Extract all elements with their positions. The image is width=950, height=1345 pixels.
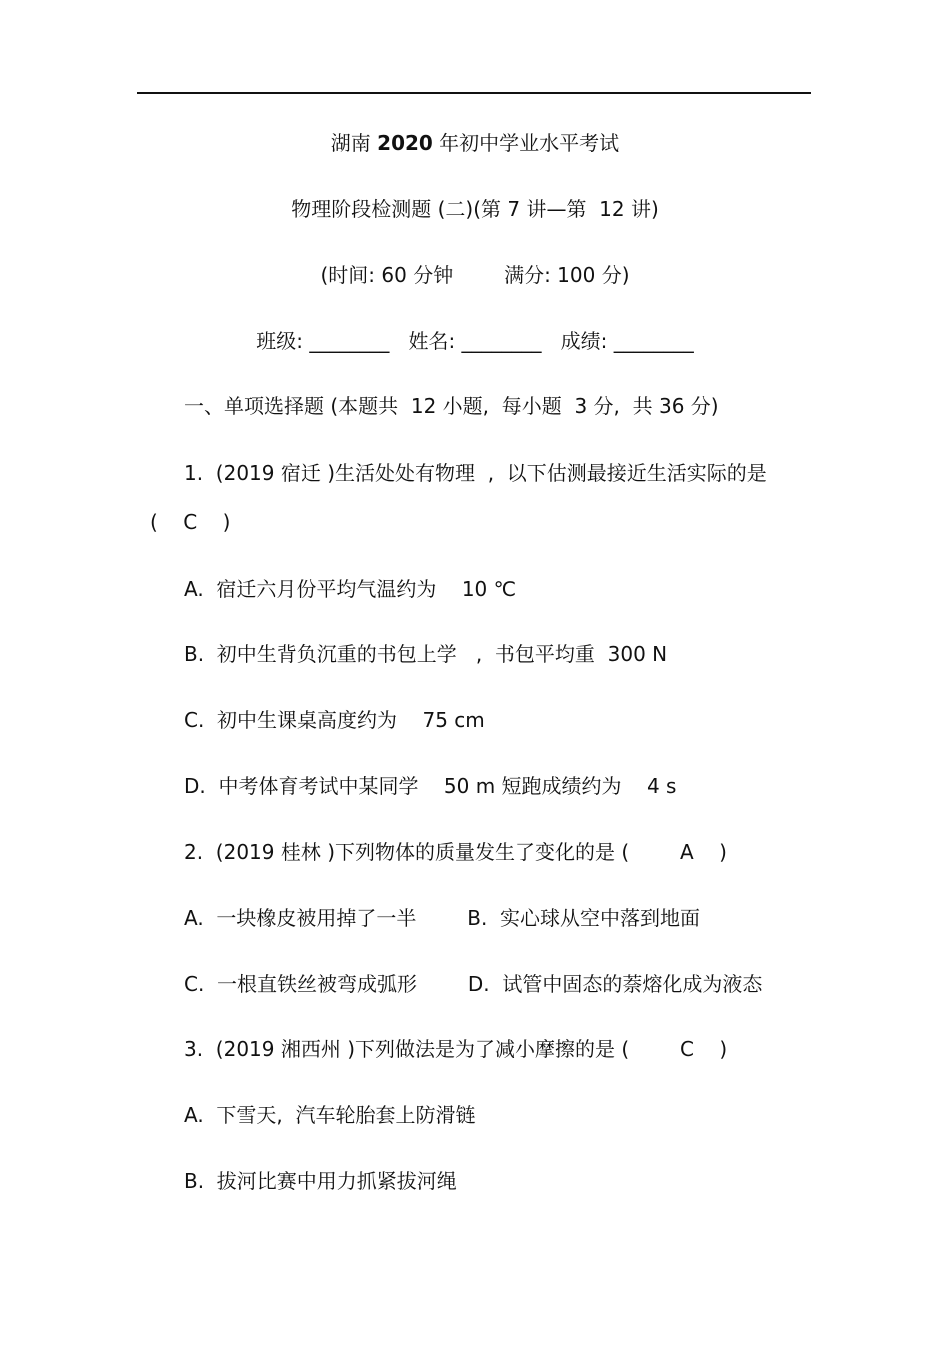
question-1-option-c: C. 初中生课桌高度约为 75 cm (184, 708, 485, 732)
question-2-stem: 2. (2019 桂林 )下列物体的质量发生了变化的是 ( A ) (184, 840, 727, 864)
question-2-options-cd: C. 一根直铁丝被弯成弧形 D. 试管中固态的萘熔化成为液态 (184, 972, 763, 996)
question-1-option-b: B. 初中生背负沉重的书包上学 , 书包平均重 300 N (184, 642, 668, 666)
page-title (0, 130, 950, 156)
title-year: 2020 (377, 131, 433, 155)
title-prefix: 湖南 (330, 131, 378, 155)
question-1-answer: ( C ) (150, 510, 231, 534)
question-3-stem: 3. (2019 湘西州 )下列做法是为了减小摩擦的是 ( C ) (184, 1037, 728, 1061)
question-1-option-d: D. 中考体育考试中某同学 50 m 短跑成绩约为 4 s (184, 774, 677, 798)
question-3-option-b: B. 拔河比赛中用力抓紧拔河绳 (184, 1169, 457, 1193)
question-3-option-a: A. 下雪天, 汽车轮胎套上防滑链 (184, 1103, 476, 1127)
question-1-stem: 1. (2019 宿迁 )生活处处有物理 , 以下估测最接近生活实际的是 (184, 461, 767, 485)
top-rule (137, 92, 811, 94)
section-heading: 一、单项选择题 (本题共 12 小题, 每小题 3 分, 共 36 分) (184, 394, 719, 418)
time-info: (时间: 60 分钟 满分: 100 分) (320, 263, 630, 287)
student-fields: 班级: ________ 姓名: ________ 成绩: ________ (256, 329, 694, 353)
question-1-option-a: A. 宿迁六月份平均气温约为 10 ℃ (184, 577, 517, 601)
page-subtitle: 物理阶段检测题 (二)(第 7 讲—第 12 讲) (291, 197, 659, 221)
question-2-options-ab: A. 一块橡皮被用掉了一半 B. 实心球从空中落到地面 (184, 906, 701, 930)
title-suffix: 年初中学业水平考试 (432, 131, 620, 155)
